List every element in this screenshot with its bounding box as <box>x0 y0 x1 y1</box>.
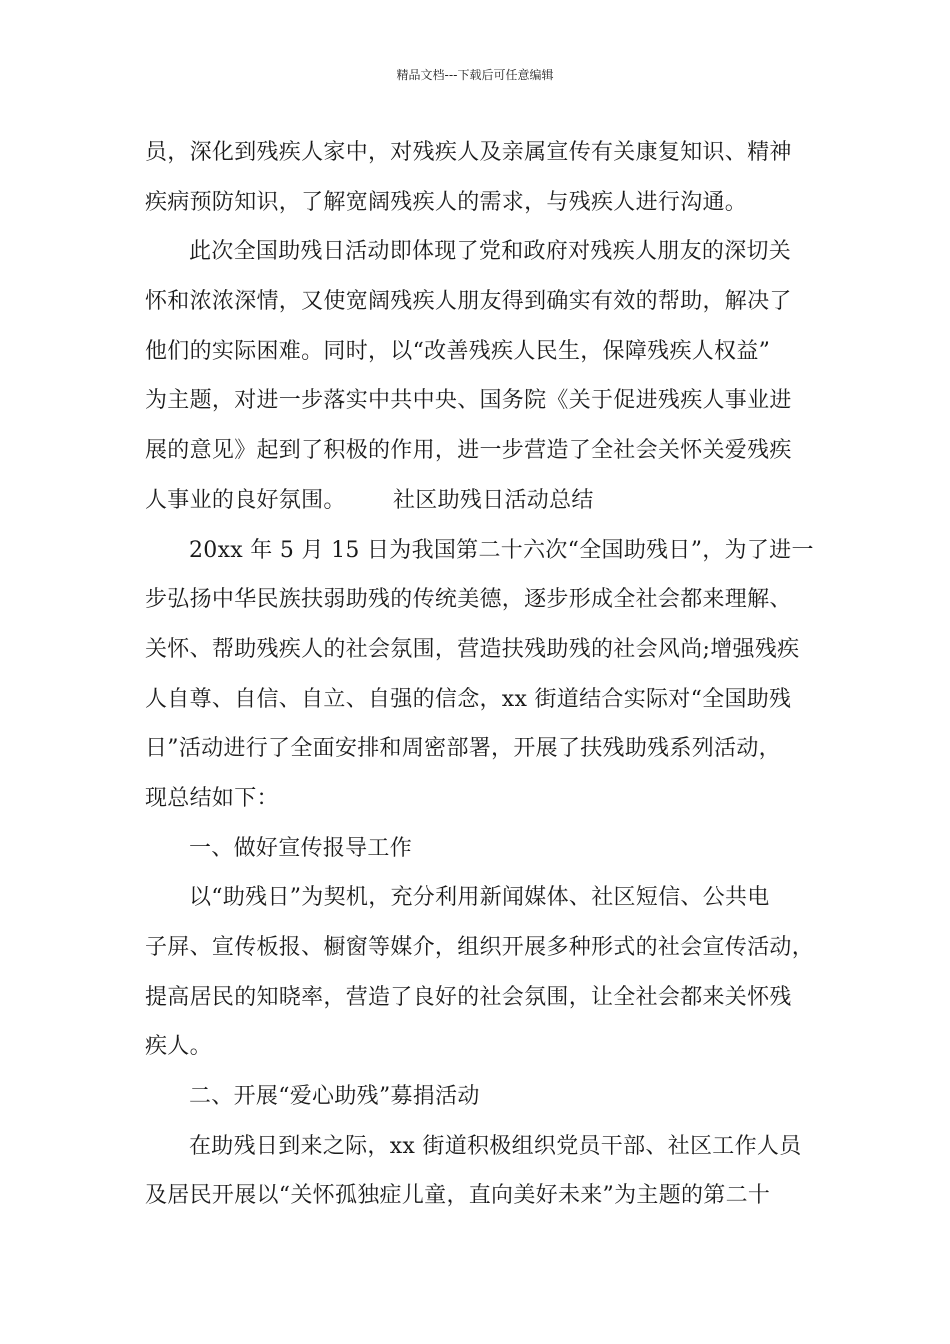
text-line: 子屏、宣传板报、橱窗等媒介，组织开展多种形式的社会宣传活动， <box>145 935 815 960</box>
section-heading: 一、做好宣传报导工作 <box>189 835 413 861</box>
text-line: 以“助残日”为契机，充分利用新闻媒体、社区短信、公共电 <box>189 885 770 911</box>
text-line: 在助残日到来之际，xx 街道积极组织党员干部、社区工作人员 <box>189 1133 802 1159</box>
text-line: 疾人。 <box>145 1034 212 1060</box>
text-line: 为主题，对进一步落实中共中央、国务院《关于促进残疾人事业进 <box>145 388 792 414</box>
text-line: 20xx 年 5 月 15 日为我国第二十六次“全国助残日”，为了进一 <box>189 537 814 563</box>
text-line: 展的意见》起到了积极的作用，进一步营造了全社会关怀关爱残疾 <box>145 438 792 464</box>
text-line: 他们的实际困难。同时，以“改善残疾人民生，保障残疾人权益” <box>145 338 771 364</box>
text-line: 人事业的良好氛围。 社区助残日活动总结 <box>145 487 594 513</box>
text-line: 员，深化到残疾人家中，对残疾人及亲属宣传有关康复知识、精神 <box>145 140 792 165</box>
text-line: 及居民开展以“关怀孤独症儿童，直向美好未来”为主题的第二十 <box>145 1183 771 1209</box>
text-line: 日”活动进行了全面安排和周密部署，开展了扶残助残系列活动， <box>145 736 781 762</box>
page-header: 精品文档---下载后可任意编辑 <box>396 68 554 82</box>
section-heading: 二、开展“爱心助残”募捐活动 <box>189 1084 480 1110</box>
text-line: 人自尊、自信、自立、自强的信念，xx 街道结合实际对“全国助残 <box>145 686 792 712</box>
document-body <box>145 128 825 1221</box>
text-line: 疾病预防知识，了解宽阔残疾人的需求，与残疾人进行沟通。 <box>145 189 748 215</box>
text-line: 现总结如下： <box>145 785 279 811</box>
text-line: 怀和浓浓深情，又使宽阔残疾人朋友得到确实有效的帮助，解决了 <box>145 289 792 315</box>
text-line: 此次全国助残日活动即体现了党和政府对残疾人朋友的深切关 <box>189 239 792 265</box>
text-line: 步弘扬中华民族扶弱助残的传统美德，逐步形成全社会都来理解、 <box>145 587 792 613</box>
text-line: 提高居民的知晓率，营造了良好的社会氛围，让全社会都来关怀残 <box>145 984 792 1010</box>
text-line: 关怀、帮助残疾人的社会氛围，营造扶残助残的社会风尚;增强残疾 <box>145 636 800 662</box>
